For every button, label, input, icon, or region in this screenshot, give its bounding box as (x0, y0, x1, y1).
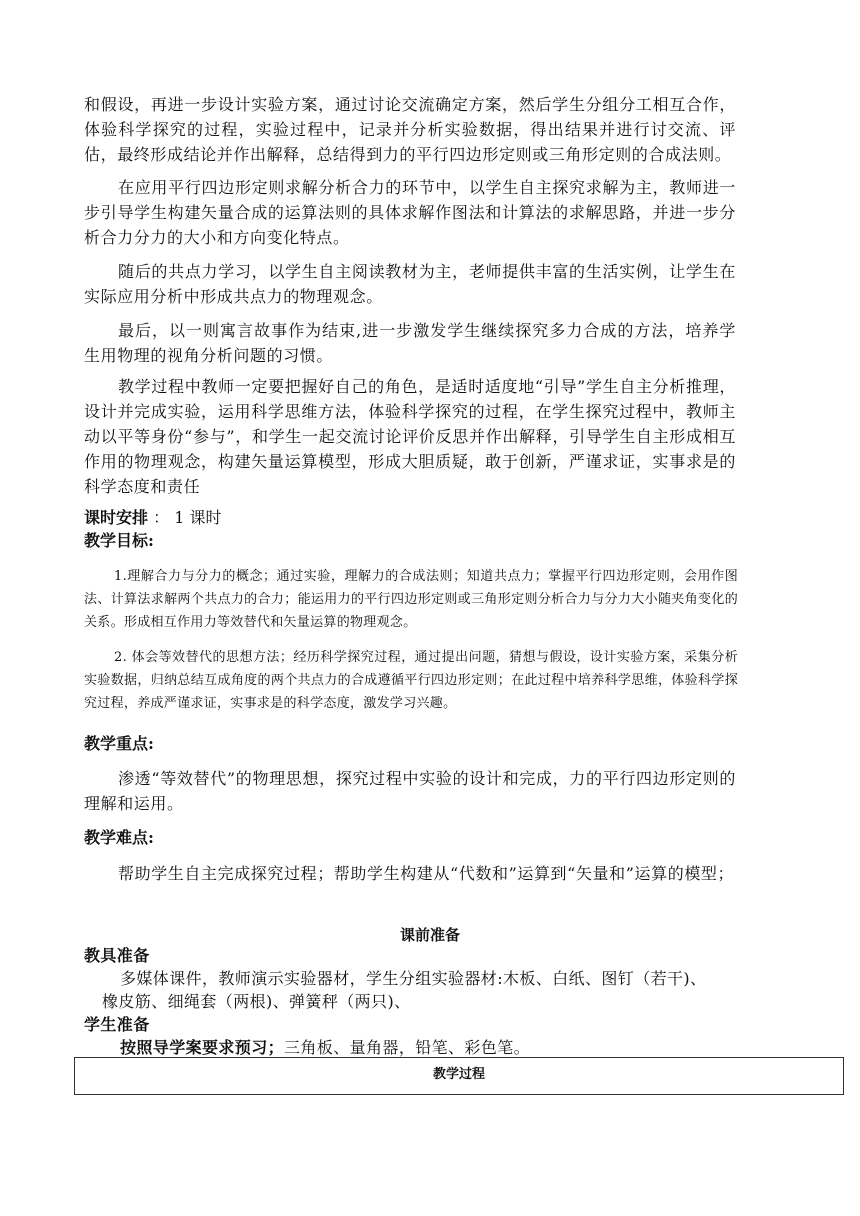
objective-item-1 (84, 565, 738, 634)
paragraph-concurrent-forces: 随后的共点力学习，以学生自主阅读教材为主，老师提供丰富的生活实例，让学生在实际应用分析中形成共点力的物理观念。 (84, 262, 736, 306)
paragraph-intro-continued: 和假设，再进一步设计实验方案，通过讨论交流确定方案，然后学生分组分工相互合作，体验科学探究的过程，实验过程中，记录并分析实验数据，得出结果并进行讨交流、评估，最终形成结论并作出解释，总结得到力的平行四边形定则或三角形定则的合成法则。 (84, 95, 736, 164)
objectives-heading: 教学目标: (84, 531, 154, 550)
schedule-line (84, 507, 221, 529)
student-prep-rest: 三角板、量角器，铅笔、彩色笔。 (284, 1038, 531, 1057)
key-points-heading: 教学重点: (84, 734, 154, 753)
student-prep-line (120, 1037, 530, 1059)
difficulties-heading: 教学难点: (84, 828, 154, 847)
objective-item-2 (84, 646, 738, 715)
teaching-process-title: 教学过程 (432, 1067, 485, 1082)
teacher-prep-heading: 教具准备 (84, 946, 150, 965)
paragraph-parallelogram-application: 在应用平行四边形定则求解分析合力的环节中，以学生自主探究求解为主，教师进一步引导学生构建矢量合成的运算法则的具体求解作图法和计算法的求解思路，并进一步分析合力分力的大小和方向变化特点。 (84, 178, 736, 247)
paragraph-teacher-role: 教学过程中教师一定要把握好自己的角色，是适时适度地“引导”学生自主分析推理，设计并完成实验，运用科学思维方法，体验科学探究的过程，在学生探究过程中，教师主动以平等身份“参与”，和学生一起交流讨论评价反思并作出解释，引导学生自主形成相互作用的物理观念，构建矢量运算模型，形成大胆质疑，敢于创新，严谨求证，实事求是的科学态度和责任 (84, 377, 736, 496)
objective-item-1-text: 1.理解合力与分力的概念；通过实验，理解力的合成法则；知道共点力；掌握平行四边形定则，会用作图法、计算法求解两个共点力的合力；能运用力的平行四边形定则或三角形定则分析合力与分力大小随夹角变化的关系。形成相互作用力等效替代和矢量运算的物理观念。 (84, 569, 738, 630)
student-prep-bold: 按照导学案要求预习； (120, 1038, 285, 1057)
difficulties-text: 帮助学生自主完成探究过程；帮助学生构建从“代数和”运算到“矢量和”运算的模型； (118, 864, 735, 883)
schedule-label: 课时安排 (84, 508, 149, 527)
objective-item-2-text: 2. 体会等效替代的思想方法；经历科学探究过程，通过提出问题，猜想与假设，设计实验方案，采集分析实验数据，归纳总结互成角度的两个共点力的合成遵循平行四边形定则；在此过程中培养科学思维，体验科学探究过程，养成严谨求证，实事求是的科学态度，激发学习兴趣。 (84, 650, 738, 711)
student-prep-heading: 学生准备 (84, 1015, 150, 1034)
teaching-process-table (74, 1057, 844, 1095)
paragraph-fable-ending: 最后，以一则寓言故事作为结束,进一步激发学生继续探究多力合成的方法，培养学生用物理的视角分析问题的习惯。 (84, 321, 736, 365)
preparation-title: 课前准备 (399, 926, 460, 944)
key-points-text: 渗透“等效替代”的物理思想，探究过程中实验的设计和完成，力的平行四边形定则的理解和运用。 (84, 769, 736, 813)
teacher-prep-line-1: 多媒体课件，教师演示实验器材，学生分组实验器材:木板、白纸、图钉（若干)、 (120, 969, 707, 988)
teacher-prep-line-2: 橡皮筋、细绳套（两根)、弹簧秤（两只)、 (102, 992, 411, 1011)
schedule-value: ： 1 课时 (148, 508, 222, 527)
